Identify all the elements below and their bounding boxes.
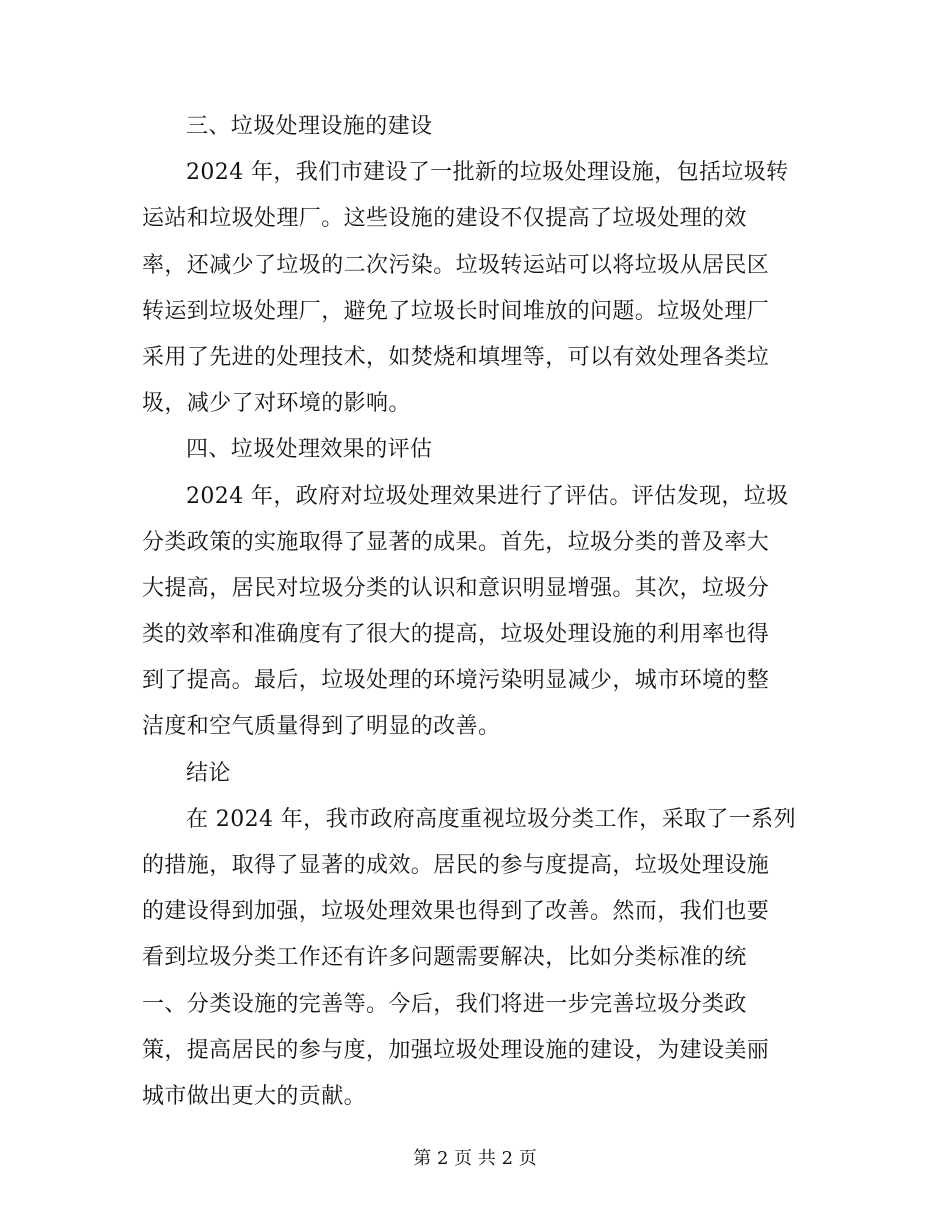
paragraph-line: 城市做出更大的贡献。 [142,1083,367,1109]
paragraph-line: 转运到垃圾处理厂，避免了垃圾长时间堆放的问题。垃圾处理厂 [142,298,770,324]
paragraph-line: 看到垃圾分类工作还有许多问题需要解决，比如分类标准的统 [142,945,747,971]
paragraph-line: 到了提高。最后，垃圾处理的环境污染明显减少，城市环境的整 [142,668,770,694]
paragraph-line: 运站和垃圾处理厂。这些设施的建设不仅提高了垃圾处理的效 [142,206,747,232]
paragraph-line: 策，提高居民的参与度，加强垃圾处理设施的建设，为建设美丽 [142,1037,770,1063]
document-body [142,104,807,1120]
page-number-footer: 第 2 页 共 2 页 [413,1148,537,1169]
paragraph-line: 大提高，居民对垃圾分类的认识和意识明显增强。其次，垃圾分 [142,575,770,601]
paragraph-line: 2024 年，我们市建设了一批新的垃圾处理设施，包括垃圾转 [186,160,789,186]
paragraph-line: 2024 年，政府对垃圾处理效果进行了评估。评估发现，垃圾 [186,483,789,509]
paragraph-line: 一、分类设施的完善等。今后，我们将进一步完善垃圾分类政 [142,991,747,1017]
paragraph-line: 在 2024 年，我市政府高度重视垃圾分类工作，采取了一系列 [186,806,796,832]
paragraph-line: 分类政策的实施取得了显著的成果。首先，垃圾分类的普及率大 [142,529,770,555]
section-heading: 三、垃圾处理设施的建设 [186,114,433,139]
paragraph-line: 的措施，取得了显著的成效。居民的参与度提高，垃圾处理设施 [142,853,770,878]
paragraph-line: 采用了先进的处理技术，如焚烧和填埋等，可以有效处理各类垃 [142,344,770,370]
section-heading: 结论 [186,760,231,786]
paragraph-line: 洁度和空气质量得到了明显的改善。 [142,714,501,740]
paragraph-line: 率，还减少了垃圾的二次污染。垃圾转运站可以将垃圾从居民区 [142,252,770,278]
paragraph-line: 圾，减少了对环境的影响。 [142,391,411,417]
paragraph-line: 类的效率和准确度有了很大的提高，垃圾处理设施的利用率也得 [142,622,770,648]
paragraph-line: 的建设得到加强，垃圾处理效果也得到了改善。然而，我们也要 [142,899,770,925]
section-heading: 四、垃圾处理效果的评估 [186,437,433,463]
